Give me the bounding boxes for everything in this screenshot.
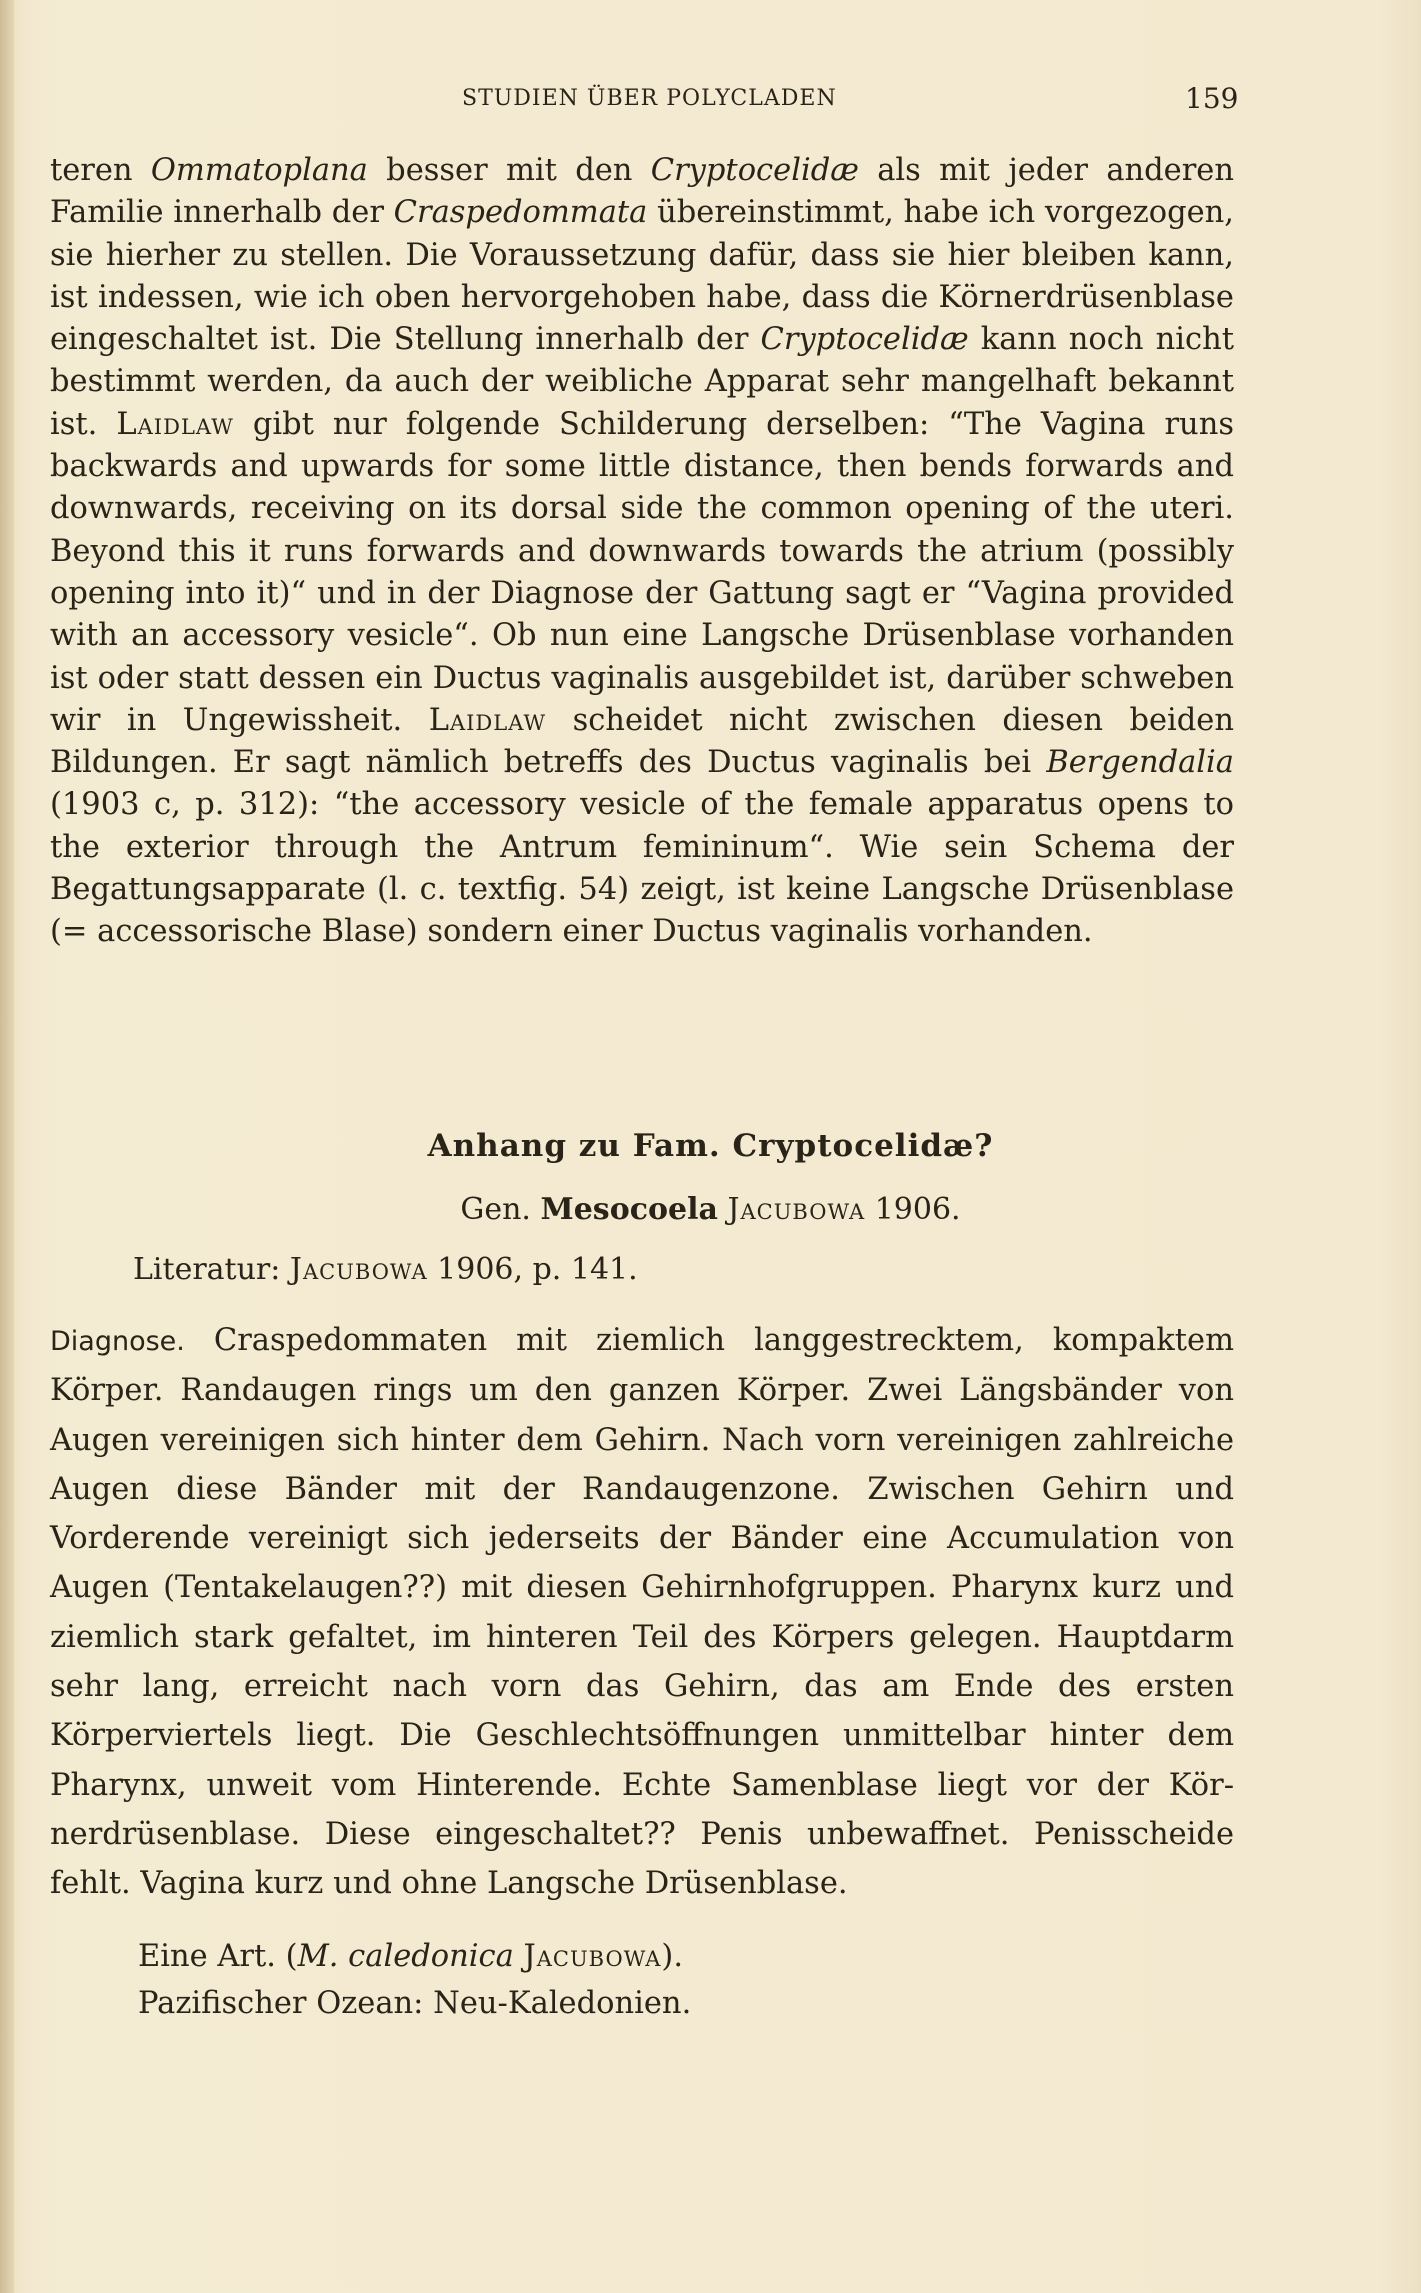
text-run: besser mit den (367, 153, 651, 188)
literature-line (133, 1252, 638, 1287)
literature-label: Literatur: (133, 1252, 290, 1287)
species-block (138, 1933, 691, 2027)
genus-name: Mesocoela (540, 1192, 718, 1227)
author-name: Laidlaw (116, 406, 234, 442)
text-run: scheidet nicht zwischen diesen beiden Bildungen. Er sagt nämlich betreffs des Ductus vaginalis bei (50, 702, 1234, 781)
text-run: übereinstimmt, habe ich vorgezogen, sie hierher zu stellen. Die Voraussetzung dafür, dass sie hier bleiben kann, ist indessen, wie ich oben hervorgehoben habe, dass die Körnerdrüsenblase eingeschaltet ist. Die Stellung innerhalb der (50, 195, 1234, 358)
body-paragraph (50, 150, 1234, 954)
taxon-name: Ommatoplana (150, 153, 368, 188)
running-title: STUDIEN ÜBER POLYCLADEN (462, 86, 837, 111)
taxon-name: Craspedommata (393, 195, 648, 231)
text-run: (1903 c, p. 312): “the accessory vesicle of the female apparatus opens to the exterior through the Antrum femininum“. Wie sein Schema der Begattungsapparate (l. c. textfig. 54) zeigt, ist keine Langsche Drüsenblase (= accessorische Blase) sondern einer Ductus vaginalis vorhanden. (50, 787, 1234, 950)
text-run: als mit jeder anderen Familie innerhalb der (50, 153, 1234, 231)
species-line (138, 1933, 691, 1980)
text-run: kann noch nicht bestimmt werden, da auch der weibliche Apparat sehr mangelhaft bekannt ist. (50, 322, 1234, 442)
genus-year: 1906. (865, 1192, 961, 1227)
paragraph-continuation (50, 150, 1234, 954)
author-name: Laidlaw (428, 702, 547, 738)
appendix-heading: Anhang zu Fam. Cryptocelidæ? (427, 1128, 994, 1164)
distribution-line: Pazifischer Ozean: Neu-Kaledonien. (138, 1986, 692, 2021)
text-run: teren (50, 153, 151, 188)
diagnosis-text: Craspedommaten mit ziemlich langgestrecktem, kompaktem Körper. Randaugen rings um den ganzen Körper. Zwei Längsbänder von Augen vereinigen sich hinter dem Gehirn. Nach vorn vereinigen zahlreiche Augen diese Bänder mit der Randaugenzone. Zwischen Gehirn und Vorderende vereinigt sich jederseits der Bänder eine Accumulation von Augen (Tentakelaugen??) mit diesen Gehirnhofgruppen. Pharynx kurz und ziemlich stark gefaltet, im hinteren Teil des Körpers gelegen. Hauptdarm sehr lang, erreicht nach vorn das Gehirn, das am Ende des ersten Körperviertels liegt. Die Geschlechtsöffnungen unmittelbar hinter dem Pharynx, unweit vom Hinterende. Echte Samenblase liegt vor der Körnerdrüsenblase. Diese eingeschaltet?? Penis unbewaffnet. Penisscheide fehlt. Vagina kurz und ohne Langsche Drüsenblase. (50, 1323, 1234, 1902)
species-name: M. caledonica (297, 1939, 514, 1974)
genus-author: Jacubowa (727, 1192, 866, 1227)
taxon-name: Cryptocelidæ (760, 322, 969, 358)
running-header (50, 82, 1239, 118)
page-number: 159 (1185, 82, 1239, 115)
literature-reference: 1906, p. 141. (427, 1252, 638, 1287)
species-author: Jacubowa (523, 1939, 662, 1974)
text-run: gibt nur folgende Schilderung derselben: “The Vagina runs backwards and upwards for some little distance, then bends forwards and downwards, receiving on its dorsal side the common opening of the uteri. Beyond this it runs forwards and downwards towards the atrium (possibly opening into it)“ und in der Diagnose der Gattung sagt er “Vagina provided with an accessory vesicle“. Ob nun eine Langsche Drüsenblase vorhanden ist oder statt dessen ein Ductus vaginalis ausgebildet ist, darüber schweben wir in Ungewissheit. (50, 406, 1234, 738)
species-suffix: ). (661, 1939, 684, 1974)
literature-author: Jacubowa (289, 1252, 428, 1287)
species-prefix: Eine Art. ( (138, 1939, 298, 1974)
genus-heading (0, 1192, 1421, 1227)
taxon-name: Bergendalia (1046, 745, 1234, 781)
genus-prefix: Gen. (460, 1192, 541, 1227)
taxon-name: Cryptocelidæ (650, 153, 859, 188)
diagnosis-label: Diagnose. (50, 1326, 185, 1357)
diagnosis-paragraph (50, 1316, 1234, 1909)
